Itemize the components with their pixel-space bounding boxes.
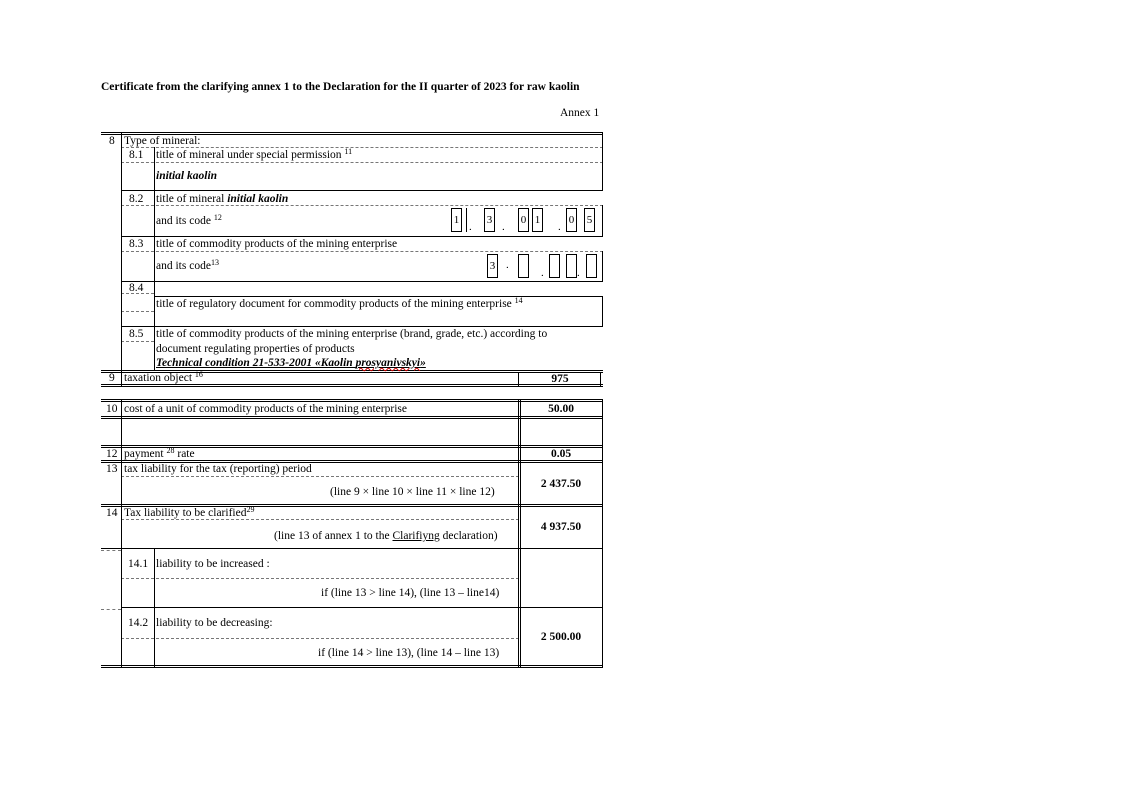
row-number: 8 xyxy=(109,135,115,147)
row-label: liability to be decreasing: xyxy=(156,617,273,629)
row-formula: (line 9 × line 10 × line 11 × line 12) xyxy=(330,486,495,498)
row-label: tax liability for the tax (reporting) period xyxy=(124,463,312,475)
row-label: title of commodity products of the mining enterprise (brand, grade, etc.) according to xyxy=(156,328,548,340)
tax-liability-value: 2 437.50 xyxy=(540,478,582,490)
code-label: and its code$^{13}$ xyxy=(156,258,219,272)
row-label: title of commodity products of the mining enterprise xyxy=(156,238,398,250)
row-label: liability to be increased : xyxy=(156,558,270,570)
technical-condition-value: Technical condition 21-533-2001 «Kaolin prosyanivskyi» xyxy=(156,357,426,369)
code-label: and its code $^{12}$ xyxy=(156,213,222,227)
clarified-liability-value: 4 937.50 xyxy=(540,521,582,533)
document-title: Certificate from the clarifying annex 1 to the Declaration for the II quarter of 2023 for raw kaolin xyxy=(101,81,580,93)
row-label: payment $^{28}$ rate xyxy=(124,446,195,460)
row-number: 8.5 xyxy=(129,328,144,340)
row-label: title of mineral under special permission $^{11}$ xyxy=(156,147,353,161)
liability-decrease-value: 2 500.00 xyxy=(540,631,582,643)
taxation-object-value: 975 xyxy=(551,373,569,385)
row-label: taxation object $^{16}$ xyxy=(124,370,203,384)
row-number: 10 xyxy=(106,403,118,415)
row-number: 13 xyxy=(106,463,118,475)
row-formula: if (line 14 > line 13), (line 14 – line 13) xyxy=(318,647,500,659)
row-number: 9 xyxy=(109,372,115,384)
row-number: 8.2 xyxy=(129,193,144,205)
row-number: 8.1 xyxy=(129,149,144,161)
row-number: 8.3 xyxy=(129,238,144,250)
row-formula: (line 13 of annex 1 to the Clarifiyng declaration) xyxy=(274,530,498,542)
row-label: title of mineral initial kaolin xyxy=(156,193,289,205)
row-label: cost of a unit of commodity products of the mining enterprise xyxy=(124,403,407,415)
row-number: 8.4 xyxy=(129,282,144,294)
row-label: Tax liability to be clarified$^{29}$ xyxy=(124,505,255,519)
row-label: title of regulatory document for commodity products of the mining enterprise $^{14}$ xyxy=(156,296,523,310)
row-number: 12 xyxy=(106,448,118,460)
annex-label: Annex 1 xyxy=(560,107,600,119)
payment-rate-value: 0.05 xyxy=(550,448,572,460)
mineral-value: initial kaolin xyxy=(156,170,218,182)
row-number: 14.1 xyxy=(128,558,149,570)
row-number: 14 xyxy=(106,507,118,519)
row-label: Type of mineral: xyxy=(124,135,201,147)
row-number: 14.2 xyxy=(128,617,149,629)
row-label-continued: document regulating properties of products xyxy=(156,343,355,355)
unit-cost-value: 50.00 xyxy=(548,403,574,415)
row-formula: if (line 13 > line 14), (line 13 – line14) xyxy=(321,587,500,599)
